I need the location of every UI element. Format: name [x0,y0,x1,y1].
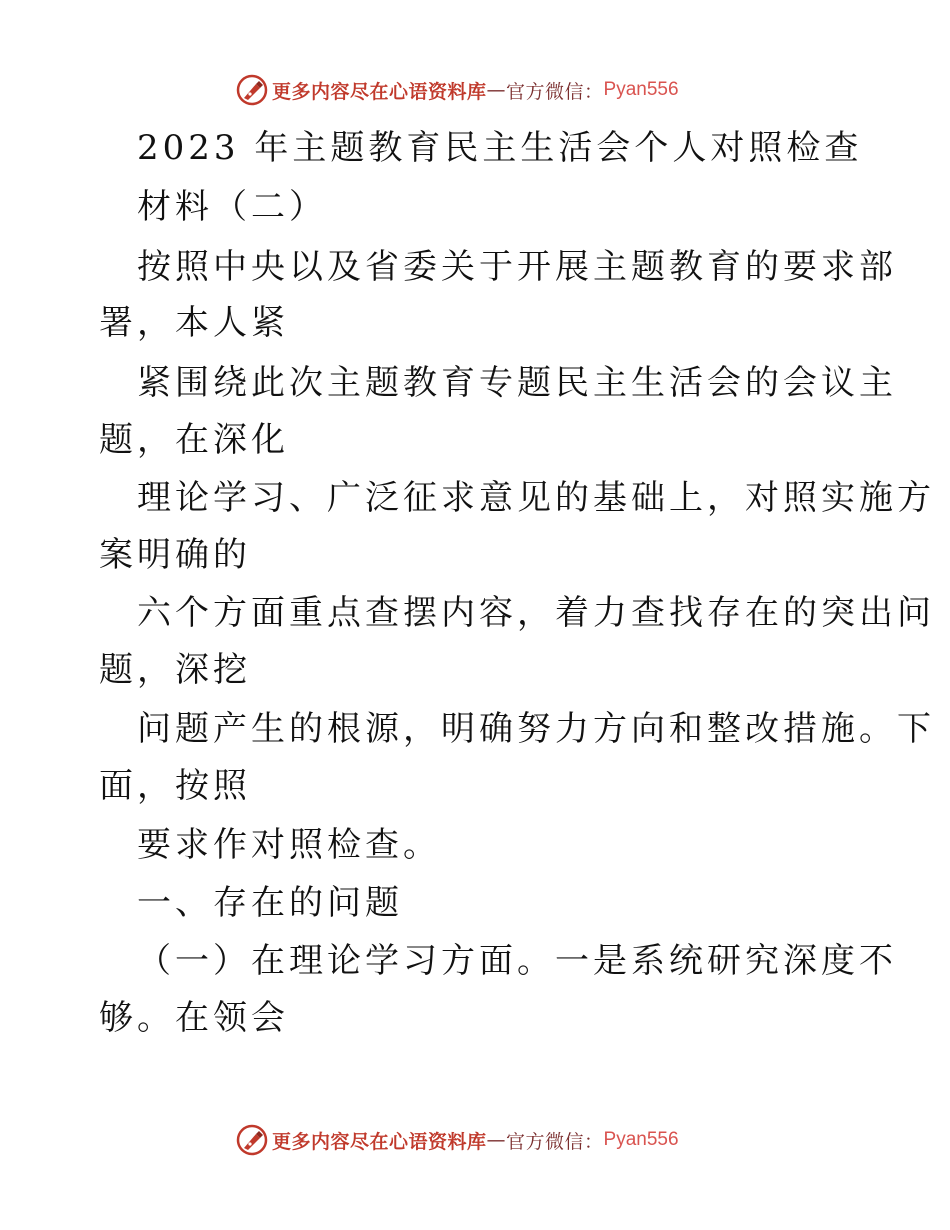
paragraph-line: 署，本人紧 [99,303,289,343]
paragraph-line: 六个方面重点查摆内容，着力查找存在的突出问 [137,593,935,633]
footer-watermark [236,1123,679,1157]
watermark-brand: 更多内容尽在心语资料库 [272,1130,487,1153]
paragraph-line: 问题产生的根源，明确努力方向和整改措施。下 [137,709,935,749]
paragraph-line: 题，深挖 [99,650,251,690]
header-watermark [236,73,679,107]
watermark-dash: — [486,79,507,101]
watermark-brand: 更多内容尽在心语资料库 [272,80,487,103]
paragraph-line: 紧围绕此次主题教育专题民主生活会的会议主 [137,363,897,403]
watermark-id: Pyan556 [603,1129,679,1150]
paragraph-line: 理论学习、广泛征求意见的基础上，对照实施方 [137,478,935,518]
document-title-line-2: 材料（二） [137,187,327,227]
paragraph-line: 面，按照 [99,766,251,806]
paragraph-line: （一）在理论学习方面。一是系统研究深度不 [137,941,897,981]
section-heading: 一、存在的问题 [137,883,403,923]
paragraph-line: 题，在深化 [99,420,289,460]
watermark-label: 官方微信： [506,80,604,103]
watermark-dash: — [486,1129,507,1151]
watermark-id: Pyan556 [603,79,679,100]
paragraph-line: 按照中央以及省委关于开展主题教育的要求部 [137,247,897,287]
pen-nib-logo-icon [236,74,268,106]
document-title-line-1: 2023 年主题教育民主生活会个人对照检查 [137,128,863,168]
paragraph-line: 要求作对照检查。 [137,825,441,865]
pen-nib-logo-icon [236,1124,268,1156]
paragraph-line: 案明确的 [99,535,251,575]
paragraph-line: 够。在领会 [99,998,289,1038]
watermark-label: 官方微信： [506,1130,604,1153]
